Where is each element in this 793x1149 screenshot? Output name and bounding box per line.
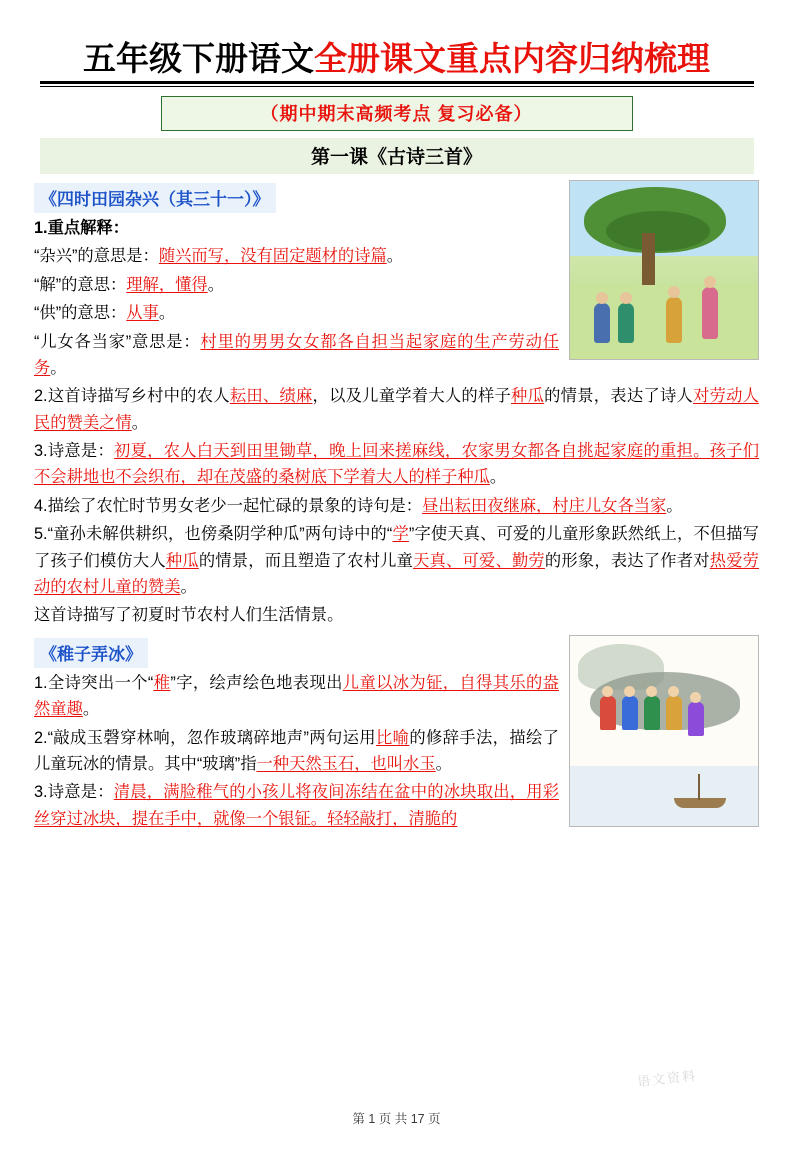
section-2	[34, 629, 759, 832]
text-line	[34, 519, 759, 600]
illustration-children-ice	[569, 635, 759, 827]
text-line	[34, 436, 759, 491]
text-run-highlight: 对劳动人民的赞美之情	[34, 387, 759, 432]
text-run: 。	[50, 358, 67, 377]
text-run-highlight: 种瓜	[511, 387, 545, 406]
text-run: “供”的意思：	[34, 304, 127, 323]
figure-child-3	[644, 696, 660, 730]
text-run: 。	[386, 247, 404, 266]
text-run: 。	[489, 468, 507, 487]
text-run-highlight: 从事	[126, 304, 159, 323]
text-run: 这首诗描写了初夏时节农村人们生活情景。	[34, 606, 344, 625]
text-run-highlight: 一种天然玉石，也叫水玉	[256, 754, 436, 773]
figure-child-5	[688, 702, 704, 736]
figure-head	[690, 692, 701, 703]
text-run: ，以及儿童学着大人的样子	[312, 387, 512, 406]
text-run: “儿女各当家”意思是：	[34, 332, 201, 351]
figure-head	[620, 292, 632, 304]
text-line	[34, 491, 759, 519]
text-run-highlight: 村里的男男女女都各自担当起家庭的生产劳动任务	[34, 332, 559, 377]
tree-crown-shadow-shape	[606, 211, 710, 251]
text-run-highlight: 比喻	[375, 728, 410, 747]
subtitle-text: （期中期末高频考点 复习必备）	[260, 103, 533, 124]
text-run: 的情景，而且塑造了农村儿童	[198, 551, 414, 570]
figure-woman-1	[666, 297, 682, 343]
title-block	[34, 40, 759, 87]
text-run: 。	[82, 700, 100, 719]
text-run: 2.“敲成玉磬穿林响，忽作玻璃碎地声”两句运用	[34, 728, 376, 747]
text-run-highlight: 初夏，农人白天到田里锄草，晚上回来搓麻线，农家男女都各自挑起家庭的重担。孩子们不会耕地也不会织布，却在茂盛的桑树底下学着大人的样子种瓜	[34, 442, 759, 487]
text-run: ”字使天真、可爱的儿童形象跃然纸上，不但描写了孩子们模仿大人	[34, 525, 759, 570]
figure-head	[704, 276, 716, 288]
figure-head	[596, 292, 608, 304]
text-run: “解”的意思：	[34, 275, 127, 294]
text-run: ”字，绘声绘色地表现出	[170, 673, 343, 692]
text-run: 3.诗意是：	[34, 442, 115, 461]
illustration-farm-scene	[569, 180, 759, 360]
poem-title-1: 《四时田园杂兴（其三十一）》	[34, 183, 276, 213]
title-part-red: 全册课文重点内容归纳梳理	[314, 40, 710, 77]
figure-head	[668, 286, 680, 298]
figure-child-4	[666, 696, 682, 730]
text-run-highlight: 儿童以冰为钲，自得其乐的盎然童趣	[34, 673, 559, 719]
text-run: 1.重点解释：	[34, 218, 129, 237]
boat-shape	[674, 798, 726, 808]
text-line	[34, 381, 759, 436]
figure-head	[668, 686, 679, 697]
text-run-highlight: 种瓜	[165, 551, 199, 570]
page-title	[34, 40, 759, 78]
text-run-highlight: 稚	[153, 673, 171, 692]
text-run-highlight: 理解，懂得	[126, 275, 208, 294]
figure-child-2	[618, 303, 634, 343]
rule-thick	[40, 81, 754, 84]
text-run: 。	[158, 304, 176, 323]
text-run: 。	[666, 496, 683, 515]
figure-child-2	[622, 696, 638, 730]
title-part-black: 五年级下册语文	[83, 40, 314, 77]
lesson-heading-bar	[40, 138, 754, 174]
title-underline-rules	[40, 81, 754, 87]
text-run: 5.“童孙未解供耕织，也傍桑阴学种瓜”两句诗中的“	[34, 525, 393, 544]
text-run-highlight: 清晨，满脸稚气的小孩儿将夜间冻结在盆中的冰块取出，用彩丝穿过冰块，提在手中，就像一个银钲。轻轻敲打，清脆的	[34, 783, 559, 828]
text-run: 4.描绘了农忙时节男女老少一起忙碌的景象的诗句是：	[34, 496, 423, 515]
figure-head	[624, 686, 635, 697]
figure-head	[646, 686, 657, 697]
text-run: 的情景，表达了诗人	[544, 387, 694, 406]
text-run: “杂兴”的意思是：	[34, 247, 159, 266]
text-run-highlight: 昼出耘田夜继麻，村庄儿女各当家	[422, 496, 667, 515]
text-run-highlight: 学	[392, 525, 409, 544]
poem-title-2: 《稚子弄冰》	[34, 638, 148, 668]
text-run: 的形象，表达了作者对	[544, 551, 710, 570]
text-run: 3.诗意是：	[34, 783, 114, 802]
text-run-highlight: 随兴而写，没有固定题材的诗篇	[158, 247, 387, 266]
text-run: 1.全诗突出一个“	[34, 673, 154, 692]
text-run: 2.这首诗描写乡村中的农人	[34, 387, 230, 406]
text-run: 。	[435, 754, 452, 773]
text-run: 。	[180, 578, 197, 597]
mast-shape	[698, 774, 700, 800]
figure-woman-2	[702, 287, 718, 339]
lesson-heading-text: 第一课《古诗三首》	[310, 146, 482, 168]
text-run-highlight: 热爱劳动的农村儿童的赞美	[34, 551, 759, 597]
rule-thin	[40, 86, 754, 87]
text-line	[34, 600, 759, 628]
text-run-highlight: 天真、可爱、勤劳	[413, 551, 545, 570]
figure-child-1	[600, 696, 616, 730]
page-footer: 第 1 页 共 17 页	[352, 1112, 441, 1126]
section-1	[34, 174, 759, 629]
watermark: 语文资料	[636, 1067, 698, 1090]
figure-head	[602, 686, 613, 697]
water-shape	[570, 766, 758, 826]
subtitle-banner	[161, 96, 633, 131]
text-run: 。	[131, 413, 148, 432]
figure-child-1	[594, 303, 610, 343]
text-run: 的修辞手法，描绘了儿童玩冰的情景。其中“玻璃”指	[34, 728, 559, 773]
text-run: 。	[207, 275, 224, 294]
text-run-highlight: 耘田、绩麻	[229, 387, 313, 406]
